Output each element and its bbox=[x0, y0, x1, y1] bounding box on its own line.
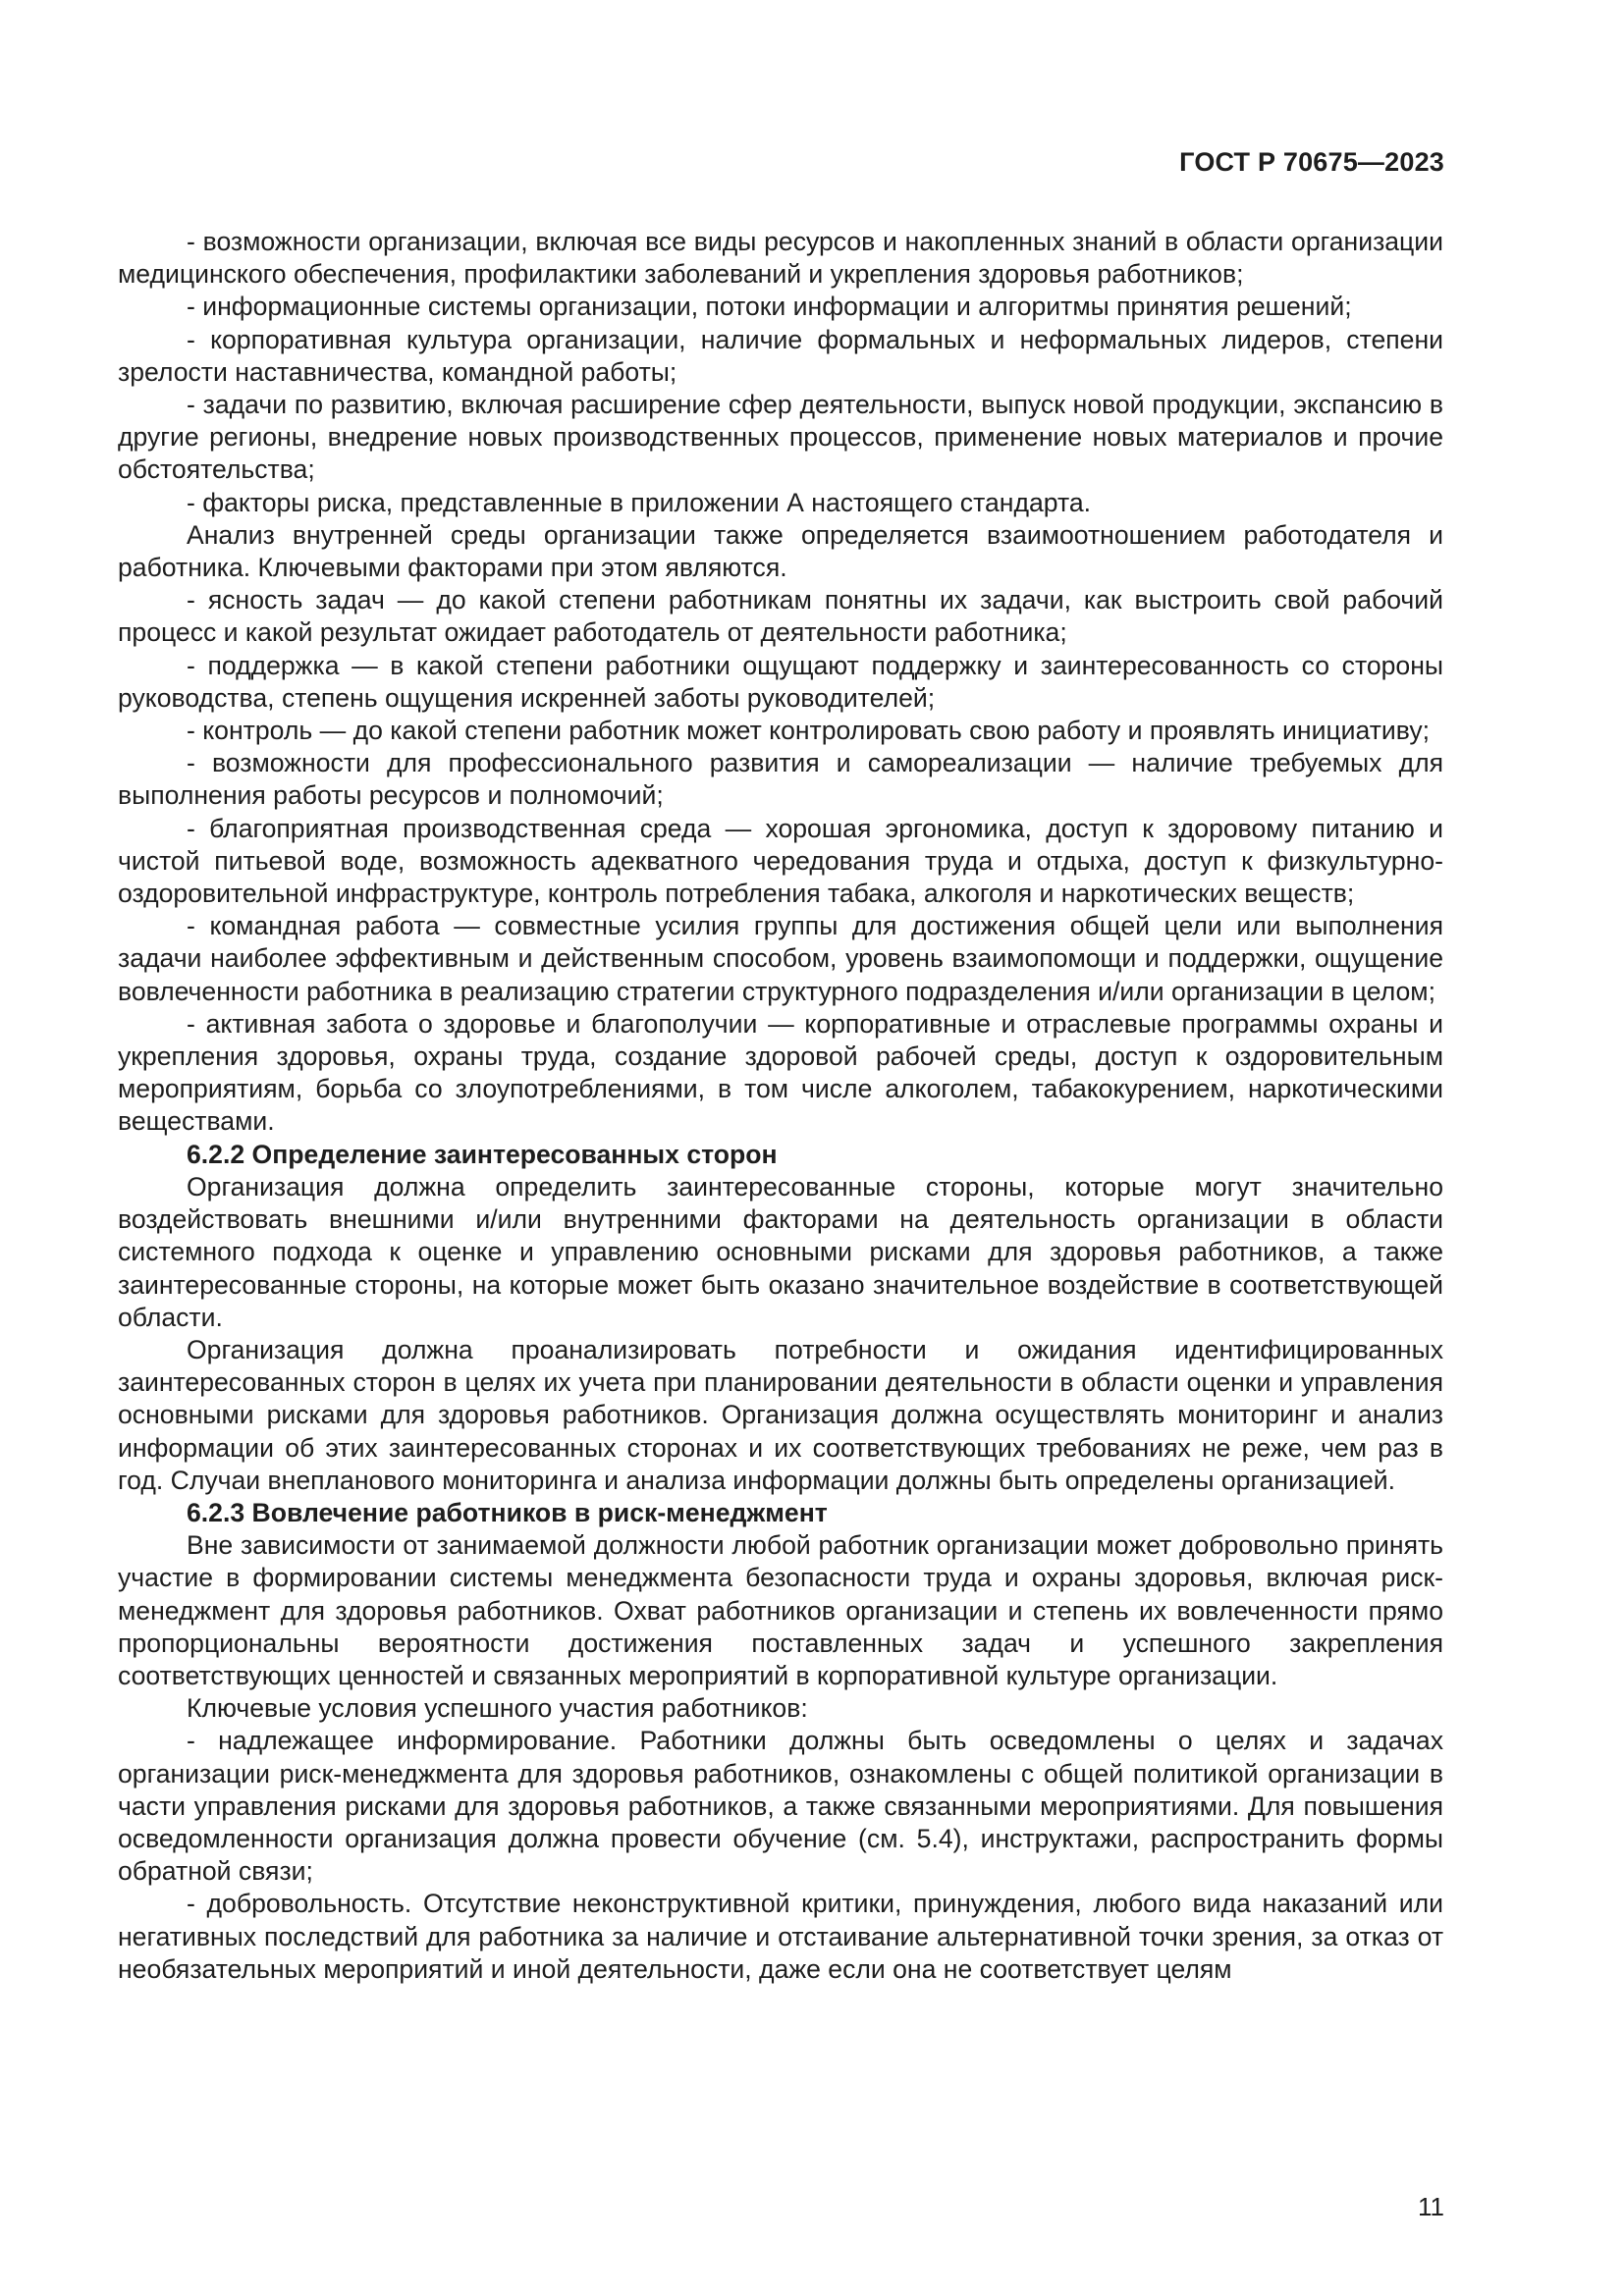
paragraph: Анализ внутренней среды организации также определяется взаимоотношением работодателя и работника. Ключевыми факторами при этом являются. bbox=[118, 519, 1443, 583]
paragraph: - возможности для профессионального развития и самореализации — наличие требуемых для выполнения работы ресурсов и полномочий; bbox=[118, 748, 1443, 811]
paragraph: - благоприятная производственная среда — хорошая эргономика, доступ к здоровому питанию и чистой питьевой воде, возможность адекватного чередования труда и отдыха, доступ к физкультурно-оздоровительной инфраструктуре, контроль потребления табака, алкоголя и наркотических веществ; bbox=[118, 813, 1443, 909]
document-body bbox=[118, 226, 1443, 1986]
paragraph: - контроль — до какой степени работник может контролировать свою работу и проявлять инициативу; bbox=[187, 716, 1431, 746]
paragraph: - надлежащее информирование. Работники должны быть осведомлены о целях и задачах организации риск-менеджмента для здоровья работников, ознакомлены с общей политикой организации в части управления рисками для здоровья работников, а также связанными мероприятиями. Для повышения осведомленности организация должна провести обучение (см. 5.4), инструктажи, распространить формы обратной связи; bbox=[118, 1726, 1443, 1887]
paragraph: Ключевые условия успешного участия работников: bbox=[187, 1693, 808, 1724]
paragraph: - задачи по развитию, включая расширение сфер деятельности, выпуск новой продукции, экспансию в другие регионы, внедрение новых производственных процессов, применение новых материалов и прочие обстоятельства; bbox=[118, 390, 1443, 485]
paragraph: - поддержка — в какой степени работники ощущают поддержку и заинтересованность со стороны руководства, степень ощущения искренней заботы руководителей; bbox=[118, 650, 1443, 713]
paragraph: Организация должна определить заинтересованные стороны, которые могут значительно воздействовать внешними и/или внутренними факторами на деятельность организации в области системного подхода к оценке и управлению основными рисками для здоровья работников, а также заинтересованные стороны, на которые может быть оказано значительное воздействие в соответствующей области. bbox=[118, 1171, 1443, 1332]
section-heading: 6.2.2 Определение заинтересованных сторон bbox=[187, 1139, 778, 1169]
section-heading: 6.2.3 Вовлечение работников в риск-менеджмент bbox=[187, 1497, 828, 1527]
paragraph: - командная работа — совместные усилия группы для достижения общей цели или выполнения задачи наиболее эффективным и действенным способом, уровень взаимопомощи и поддержки, ощущение вовлеченности работника в реализацию стратегии структурного подразделения и/или организации в целом; bbox=[118, 911, 1443, 1006]
paragraph: - добровольность. Отсутствие неконструктивной критики, принуждения, любого вида наказаний или негативных последствий для работника за наличие и отстаивание альтернативной точки зрения, за отказ от необязательных мероприятий и иной деятельности, даже если она не соответствует целям bbox=[118, 1889, 1443, 1984]
paragraph: - факторы риска, представленные в приложении А настоящего стандарта. bbox=[187, 487, 1092, 517]
paragraph: - корпоративная культура организации, наличие формальных и неформальных лидеров, степени зрелости наставничества, командной работы; bbox=[118, 324, 1443, 387]
paragraph: Вне зависимости от занимаемой должности любой работник организации может добровольно принять участие в формировании системы менеджмента безопасности труда и охраны здоровья, включая риск-менеджмент для здоровья работников. Охват работников организации и степень их вовлеченности прямо пропорциональны вероятности достижения поставленных задач и успешного закрепления соответствующих ценностей и связанных мероприятий в корпоративной культуре организации. bbox=[118, 1530, 1443, 1690]
paragraph: Организация должна проанализировать потребности и ожидания идентифицированных заинтересованных сторон в целях их учета при планировании деятельности в области оценки и управления основными рисками для здоровья работников. Организация должна осуществлять мониторинг и анализ информации об этих заинтересованных сторонах и их соответствующих требованиях не реже, чем раз в год. Случаи внепланового мониторинга и анализа информации должны быть определены организацией. bbox=[118, 1334, 1443, 1495]
paragraph: - ясность задач — до какой степени работникам понятны их задачи, как выстроить свой рабочий процесс и какой результат ожидает работодатель от деятельности работника; bbox=[118, 585, 1443, 648]
paragraph: - возможности организации, включая все виды ресурсов и накопленных знаний в области организации медицинского обеспечения, профилактики заболеваний и укрепления здоровья работников; bbox=[118, 227, 1443, 290]
page-number: 11 bbox=[1418, 2192, 1444, 2221]
paragraph: - информационные системы организации, потоки информации и алгоритмы принятия решений; bbox=[187, 292, 1352, 322]
paragraph: - активная забота о здоровье и благополучии — корпоративные и отраслевые программы охраны и укрепления здоровья, охраны труда, создание здоровой рабочей среды, доступ к оздоровительным мероприятиям, борьба со злоупотреблениями, в том числе алкоголем, табакокурением, наркотическими веществами. bbox=[118, 1008, 1443, 1137]
document-header: ГОСТ Р 70675—2023 bbox=[1179, 147, 1444, 177]
